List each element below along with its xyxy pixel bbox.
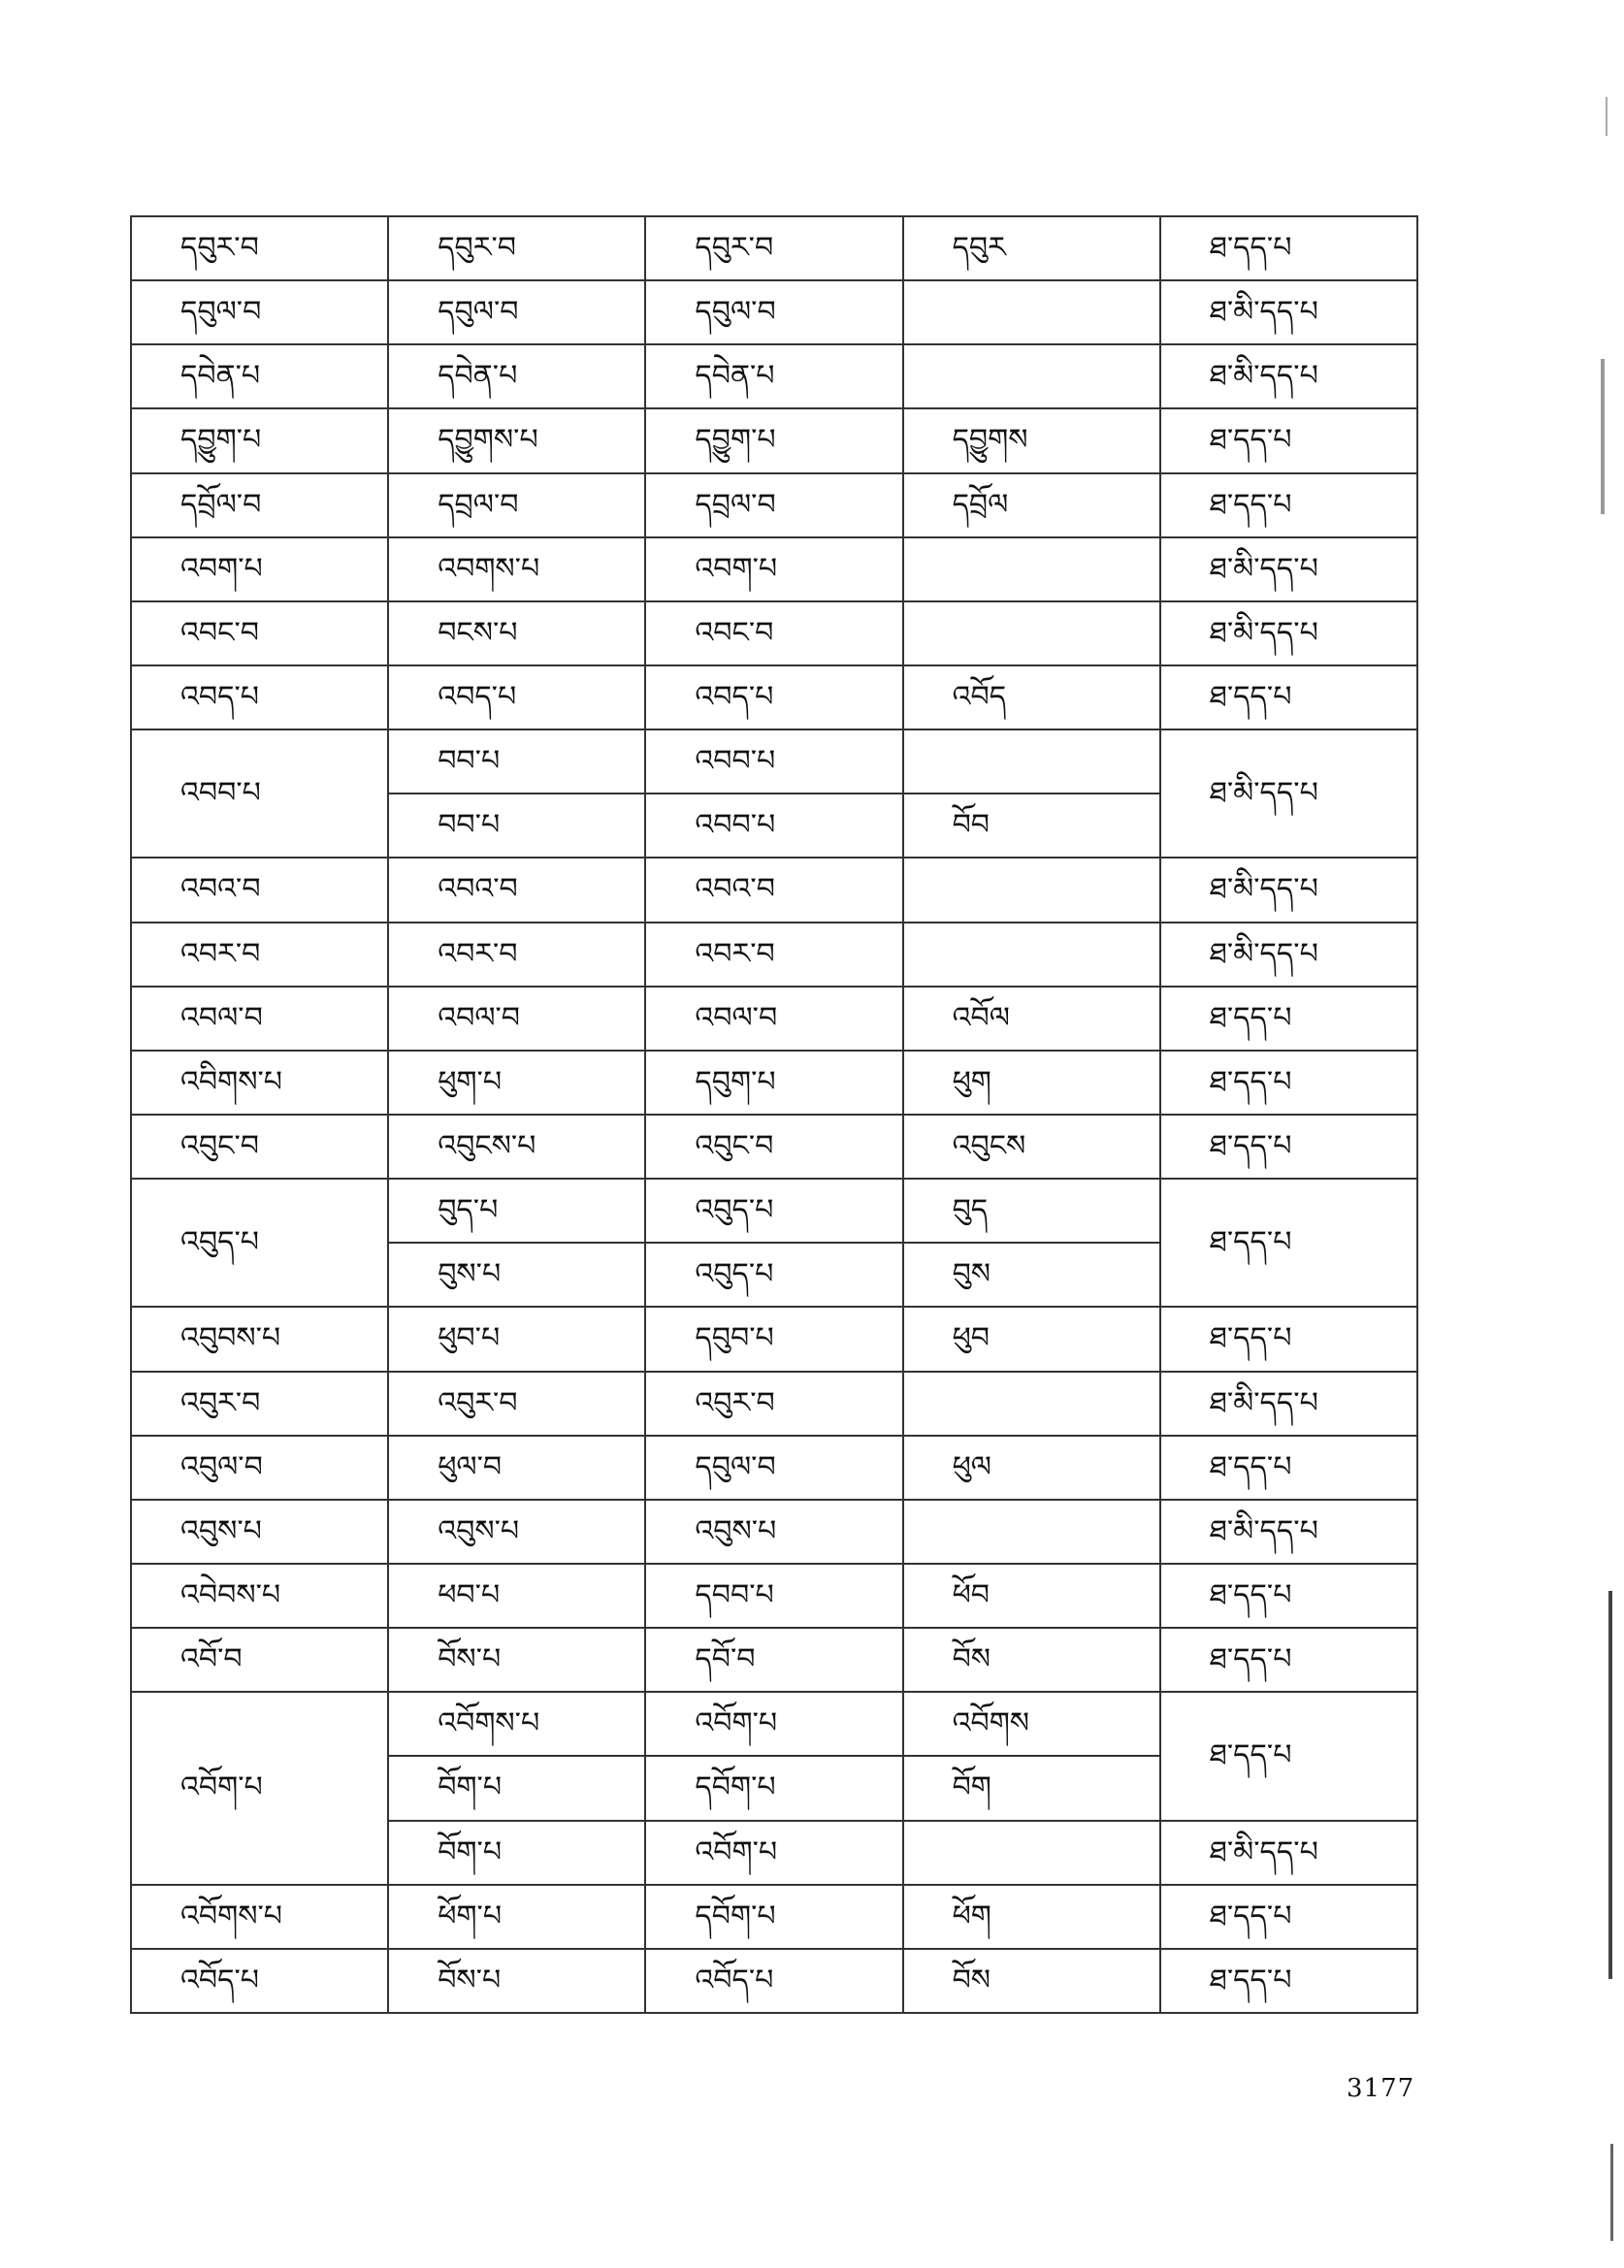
- table-cell: འབལ་བ: [388, 987, 645, 1051]
- verb-table: [130, 215, 1418, 2014]
- table-cell: བོས: [903, 1949, 1160, 2013]
- table-cell: ཕུལ་བ: [388, 1436, 645, 1500]
- table-cell: འབོད་པ: [131, 1949, 388, 2013]
- table-cell: དབྱུགས་པ: [388, 408, 645, 472]
- table-cell: འབོལ: [903, 987, 1160, 1051]
- table-row: [131, 408, 1417, 472]
- table-cell: འབག་པ: [131, 537, 388, 601]
- table-cell: བུས་པ: [388, 1243, 645, 1307]
- table-cell: ཐ་དད་པ: [1160, 1628, 1417, 1692]
- table-cell: འབུས་པ: [645, 1500, 902, 1564]
- table-row: [131, 923, 1417, 987]
- table-cell: ཐ་མི་དད་པ: [1160, 280, 1417, 344]
- table-cell: ཐ་དད་པ: [1160, 1692, 1417, 1820]
- table-cell: ཕུབ: [903, 1307, 1160, 1371]
- table-cell: འབབ་པ: [645, 794, 902, 858]
- table-cell: ཕུག: [903, 1051, 1160, 1115]
- table-cell: ཐ་དད་པ: [1160, 1307, 1417, 1371]
- table-cell: ཐ་མི་དད་པ: [1160, 1500, 1417, 1564]
- table-cell: འབུང་བ: [645, 1115, 902, 1179]
- table-cell: དབོག་པ: [645, 1885, 902, 1949]
- table-cell: ཐ་མི་དད་པ: [1160, 923, 1417, 987]
- table-cell: [903, 923, 1160, 987]
- table-cell: ཕབ་པ: [388, 1564, 645, 1628]
- table-cell: ཐ་དད་པ: [1160, 1949, 1417, 2013]
- table-cell: དབེན་པ: [388, 344, 645, 408]
- table-cell: ཐ་མི་དད་པ: [1160, 601, 1417, 665]
- table-cell: འབབ་པ: [131, 729, 388, 858]
- table-cell: ཐ་དད་པ: [1160, 665, 1417, 729]
- table-row: [131, 858, 1417, 922]
- table-cell: འབག་པ: [645, 537, 902, 601]
- table-cell: འབུངས: [903, 1115, 1160, 1179]
- table-row: [131, 473, 1417, 537]
- table-cell: འབར་བ: [645, 923, 902, 987]
- table-cell: འབོ་བ: [131, 1628, 388, 1692]
- scan-mark: [1608, 1591, 1612, 1979]
- table-cell: འབད་པ: [388, 665, 645, 729]
- table-cell: ཐ་མི་དད་པ: [1160, 1372, 1417, 1436]
- table-cell: ཐ་དད་པ: [1160, 1885, 1417, 1949]
- table-cell: བོག: [903, 1756, 1160, 1820]
- table-cell: འབུད་པ: [131, 1179, 388, 1307]
- scan-mark: [1601, 359, 1605, 514]
- table-cell: དབོག་པ: [645, 1756, 902, 1820]
- table-row: [131, 1564, 1417, 1628]
- table-row: [131, 537, 1417, 601]
- table-cell: ཕུབ་པ: [388, 1307, 645, 1371]
- table-cell: འབར་བ: [388, 923, 645, 987]
- table-cell: [903, 601, 1160, 665]
- verb-table-body: [131, 216, 1417, 2013]
- table-cell: [903, 1821, 1160, 1885]
- table-cell: འབོགས་པ: [131, 1885, 388, 1949]
- table-cell: འབུད་པ: [645, 1243, 902, 1307]
- table-cell: [903, 344, 1160, 408]
- table-cell: འབུལ་བ: [131, 1436, 388, 1500]
- table-cell: ཐ་མི་དད་པ: [1160, 858, 1417, 922]
- table-row: [131, 665, 1417, 729]
- table-cell: དབོ་བ: [645, 1628, 902, 1692]
- table-row: [131, 1051, 1417, 1115]
- table-row: [131, 1307, 1417, 1371]
- table-cell: འབེབས་པ: [131, 1564, 388, 1628]
- table-cell: བོབ: [903, 794, 1160, 858]
- table-cell: བུས: [903, 1243, 1160, 1307]
- table-cell: བུད་པ: [388, 1179, 645, 1243]
- table-cell: དབྲོལ་བ: [131, 473, 388, 537]
- table-cell: འབོད: [903, 665, 1160, 729]
- table-cell: འབའ་བ: [131, 858, 388, 922]
- table-cell: དབུར་བ: [388, 216, 645, 280]
- table-cell: འབོག་པ: [645, 1821, 902, 1885]
- table-cell: དབུལ་བ: [131, 280, 388, 344]
- table-row: [131, 1372, 1417, 1436]
- table-cell: ཕུག་པ: [388, 1051, 645, 1115]
- table-row: [131, 216, 1417, 280]
- table-cell: འབང་བ: [131, 601, 388, 665]
- table-cell: འབོགས་པ: [388, 1692, 645, 1756]
- table-cell: ཐ་དད་པ: [1160, 1051, 1417, 1115]
- table-cell: འབད་པ: [131, 665, 388, 729]
- table-cell: འབབ་པ: [645, 729, 902, 794]
- table-cell: འབད་པ: [645, 665, 902, 729]
- table-cell: འབིགས་པ: [131, 1051, 388, 1115]
- table-cell: ཐ་མི་དད་པ: [1160, 1821, 1417, 1885]
- table-cell: འབུར་བ: [388, 1372, 645, 1436]
- table-cell: ཐ་དད་པ: [1160, 1115, 1417, 1179]
- table-row: [131, 987, 1417, 1051]
- table-cell: ཐ་དད་པ: [1160, 1179, 1417, 1307]
- table-cell: ཐ་མི་དད་པ: [1160, 729, 1417, 858]
- table-cell: དབྱུག་པ: [645, 408, 902, 472]
- table-cell: བོས་པ: [388, 1628, 645, 1692]
- table-cell: འབུས་པ: [388, 1500, 645, 1564]
- table-cell: དབུབ་པ: [645, 1307, 902, 1371]
- table-row: [131, 1628, 1417, 1692]
- table-row: [131, 1115, 1417, 1179]
- table-row: [131, 729, 1417, 794]
- scan-mark: [1610, 2144, 1613, 2241]
- table-row: [131, 280, 1417, 344]
- table-cell: དབུར་བ: [645, 216, 902, 280]
- table-cell: འབོགས: [903, 1692, 1160, 1756]
- table-cell: ཕུལ: [903, 1436, 1160, 1500]
- table-row: [131, 344, 1417, 408]
- table-cell: འབུང་བ: [131, 1115, 388, 1179]
- table-cell: [903, 1372, 1160, 1436]
- table-cell: དབུལ་བ: [645, 1436, 902, 1500]
- table-cell: འབགས་པ: [388, 537, 645, 601]
- table-cell: ཐ་དད་པ: [1160, 1564, 1417, 1628]
- scan-mark: [1606, 97, 1608, 136]
- table-cell: [903, 280, 1160, 344]
- table-cell: དབྲོལ: [903, 473, 1160, 537]
- table-cell: དབྲལ་བ: [645, 473, 902, 537]
- table-cell: དབུར: [903, 216, 1160, 280]
- table-cell: བུད: [903, 1179, 1160, 1243]
- table-row: [131, 1436, 1417, 1500]
- table-cell: ཐ་དད་པ: [1160, 1436, 1417, 1500]
- table-cell: འབལ་བ: [645, 987, 902, 1051]
- table-cell: དབྱུག་པ: [131, 408, 388, 472]
- table-cell: བོས་པ: [388, 1949, 645, 2013]
- table-cell: དབུར་བ: [131, 216, 388, 280]
- table-cell: བོག་པ: [388, 1821, 645, 1885]
- table-cell: ཐ་དད་པ: [1160, 216, 1417, 280]
- table-row: [131, 1885, 1417, 1949]
- table-cell: བོས: [903, 1628, 1160, 1692]
- table-cell: འབུད་པ: [645, 1179, 902, 1243]
- table-cell: འབོག་པ: [645, 1692, 902, 1756]
- table-cell: དབུལ་བ: [388, 280, 645, 344]
- table-cell: འབའ་བ: [388, 858, 645, 922]
- table-cell: ཐ་དད་པ: [1160, 473, 1417, 537]
- table-cell: ཕོག་པ: [388, 1885, 645, 1949]
- table-cell: འབོག་པ: [131, 1692, 388, 1884]
- table-cell: ཐ་དད་པ: [1160, 408, 1417, 472]
- table-cell: དབུག་པ: [645, 1051, 902, 1115]
- table-cell: འབུར་བ: [645, 1372, 902, 1436]
- table-cell: [903, 729, 1160, 794]
- table-cell: དབབ་པ: [645, 1564, 902, 1628]
- table-cell: འབལ་བ: [131, 987, 388, 1051]
- table-cell: [903, 1500, 1160, 1564]
- table-cell: འབུབས་པ: [131, 1307, 388, 1371]
- table-cell: [903, 858, 1160, 922]
- table-cell: འབུར་བ: [131, 1372, 388, 1436]
- table-cell: བབ་པ: [388, 729, 645, 794]
- table-cell: འབའ་བ: [645, 858, 902, 922]
- table-cell: [903, 537, 1160, 601]
- table-cell: བངས་པ: [388, 601, 645, 665]
- table-row: [131, 1179, 1417, 1243]
- table-row: [131, 1949, 1417, 2013]
- table-cell: འབོད་པ: [645, 1949, 902, 2013]
- table-cell: བབ་པ: [388, 794, 645, 858]
- table-row: [131, 1692, 1417, 1756]
- table-cell: དབུལ་བ: [645, 280, 902, 344]
- table-cell: དབེན་པ: [131, 344, 388, 408]
- table-cell: ཕོག: [903, 1885, 1160, 1949]
- table-cell: འབང་བ: [645, 601, 902, 665]
- table-cell: ཐ་མི་དད་པ: [1160, 344, 1417, 408]
- table-row: [131, 601, 1417, 665]
- table-cell: དབྱུགས: [903, 408, 1160, 472]
- table-cell: ཕོབ: [903, 1564, 1160, 1628]
- table-cell: ཐ་དད་པ: [1160, 987, 1417, 1051]
- table-cell: ཐ་མི་དད་པ: [1160, 537, 1417, 601]
- table-cell: བོག་པ: [388, 1756, 645, 1820]
- page-number: 3177: [1347, 2074, 1415, 2103]
- table-cell: འབར་བ: [131, 923, 388, 987]
- table-cell: དབེན་པ: [645, 344, 902, 408]
- table-cell: དབྲལ་བ: [388, 473, 645, 537]
- table-cell: འབུས་པ: [131, 1500, 388, 1564]
- table-cell: འབུངས་པ: [388, 1115, 645, 1179]
- table-row: [131, 1500, 1417, 1564]
